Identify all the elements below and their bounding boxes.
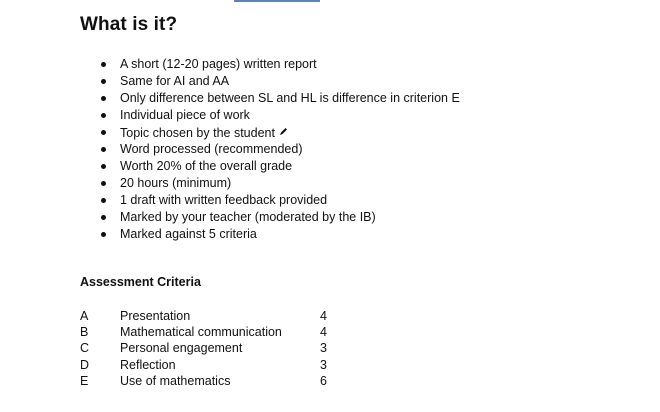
list-item-text: Same for AI and AA — [120, 74, 230, 88]
bullet-icon — [101, 181, 106, 186]
criterion-points: 6 — [320, 373, 327, 388]
cut-off-title-fragment — [232, 0, 322, 4]
bullet-icon — [101, 62, 106, 67]
bullet-icon — [101, 147, 106, 152]
list-item — [80, 124, 460, 141]
table-row — [80, 373, 340, 389]
list-item-text: Marked against 5 criteria — [120, 227, 257, 241]
pencil-icon — [279, 124, 288, 141]
criterion-points: 3 — [320, 341, 327, 356]
table-row — [80, 324, 340, 340]
criterion-points: 4 — [320, 325, 327, 340]
list-item-text: Individual piece of work — [120, 108, 250, 122]
bullet-icon — [101, 130, 106, 135]
criterion-name: Use of mathematics — [120, 373, 231, 388]
bullet-icon — [101, 79, 106, 84]
list-item-text: Topic chosen by the student — [120, 126, 275, 140]
table-row — [80, 340, 340, 356]
bullet-icon — [101, 113, 106, 118]
list-item — [80, 141, 460, 158]
table-row — [80, 308, 340, 324]
list-item — [80, 158, 460, 175]
criterion-letter: E — [80, 373, 89, 388]
list-item-text: Only difference between SL and HL is difference in criterion E — [120, 91, 460, 105]
bullet-list — [80, 56, 460, 243]
list-item-text: 20 hours (minimum) — [120, 176, 232, 190]
list-item — [80, 73, 460, 90]
criteria-table — [80, 308, 340, 389]
list-item — [80, 90, 460, 107]
assessment-criteria-heading: Assessment Criteria — [80, 275, 201, 289]
list-item — [80, 226, 460, 243]
bullet-icon — [101, 232, 106, 237]
list-item — [80, 192, 460, 209]
list-item-text: Worth 20% of the overall grade — [120, 159, 293, 173]
page-heading: What is it? — [80, 14, 178, 35]
criterion-letter: C — [80, 341, 90, 356]
criterion-letter: A — [80, 309, 89, 323]
criterion-name: Reflection — [120, 357, 176, 372]
criterion-points: 4 — [320, 309, 327, 323]
bullet-icon — [101, 215, 106, 220]
list-item-text: Word processed (recommended) — [120, 142, 303, 156]
criterion-points: 3 — [320, 357, 327, 372]
list-item — [80, 209, 460, 226]
criterion-letter: D — [80, 357, 90, 372]
list-item-text: Marked by your teacher (moderated by the IB) — [120, 210, 376, 224]
table-row — [80, 357, 340, 373]
bullet-icon — [101, 198, 106, 203]
criterion-name: Presentation — [120, 309, 191, 323]
list-item — [80, 56, 460, 73]
bullet-icon — [101, 164, 106, 169]
list-item-text: A short (12-20 pages) written report — [120, 57, 317, 71]
list-item — [80, 175, 460, 192]
criterion-letter: B — [80, 325, 89, 340]
list-item-text: 1 draft with written feedback provided — [120, 193, 328, 207]
criterion-name: Mathematical communication — [120, 325, 282, 340]
criterion-name: Personal engagement — [120, 341, 243, 356]
list-item — [80, 107, 460, 124]
bullet-icon — [101, 96, 106, 101]
